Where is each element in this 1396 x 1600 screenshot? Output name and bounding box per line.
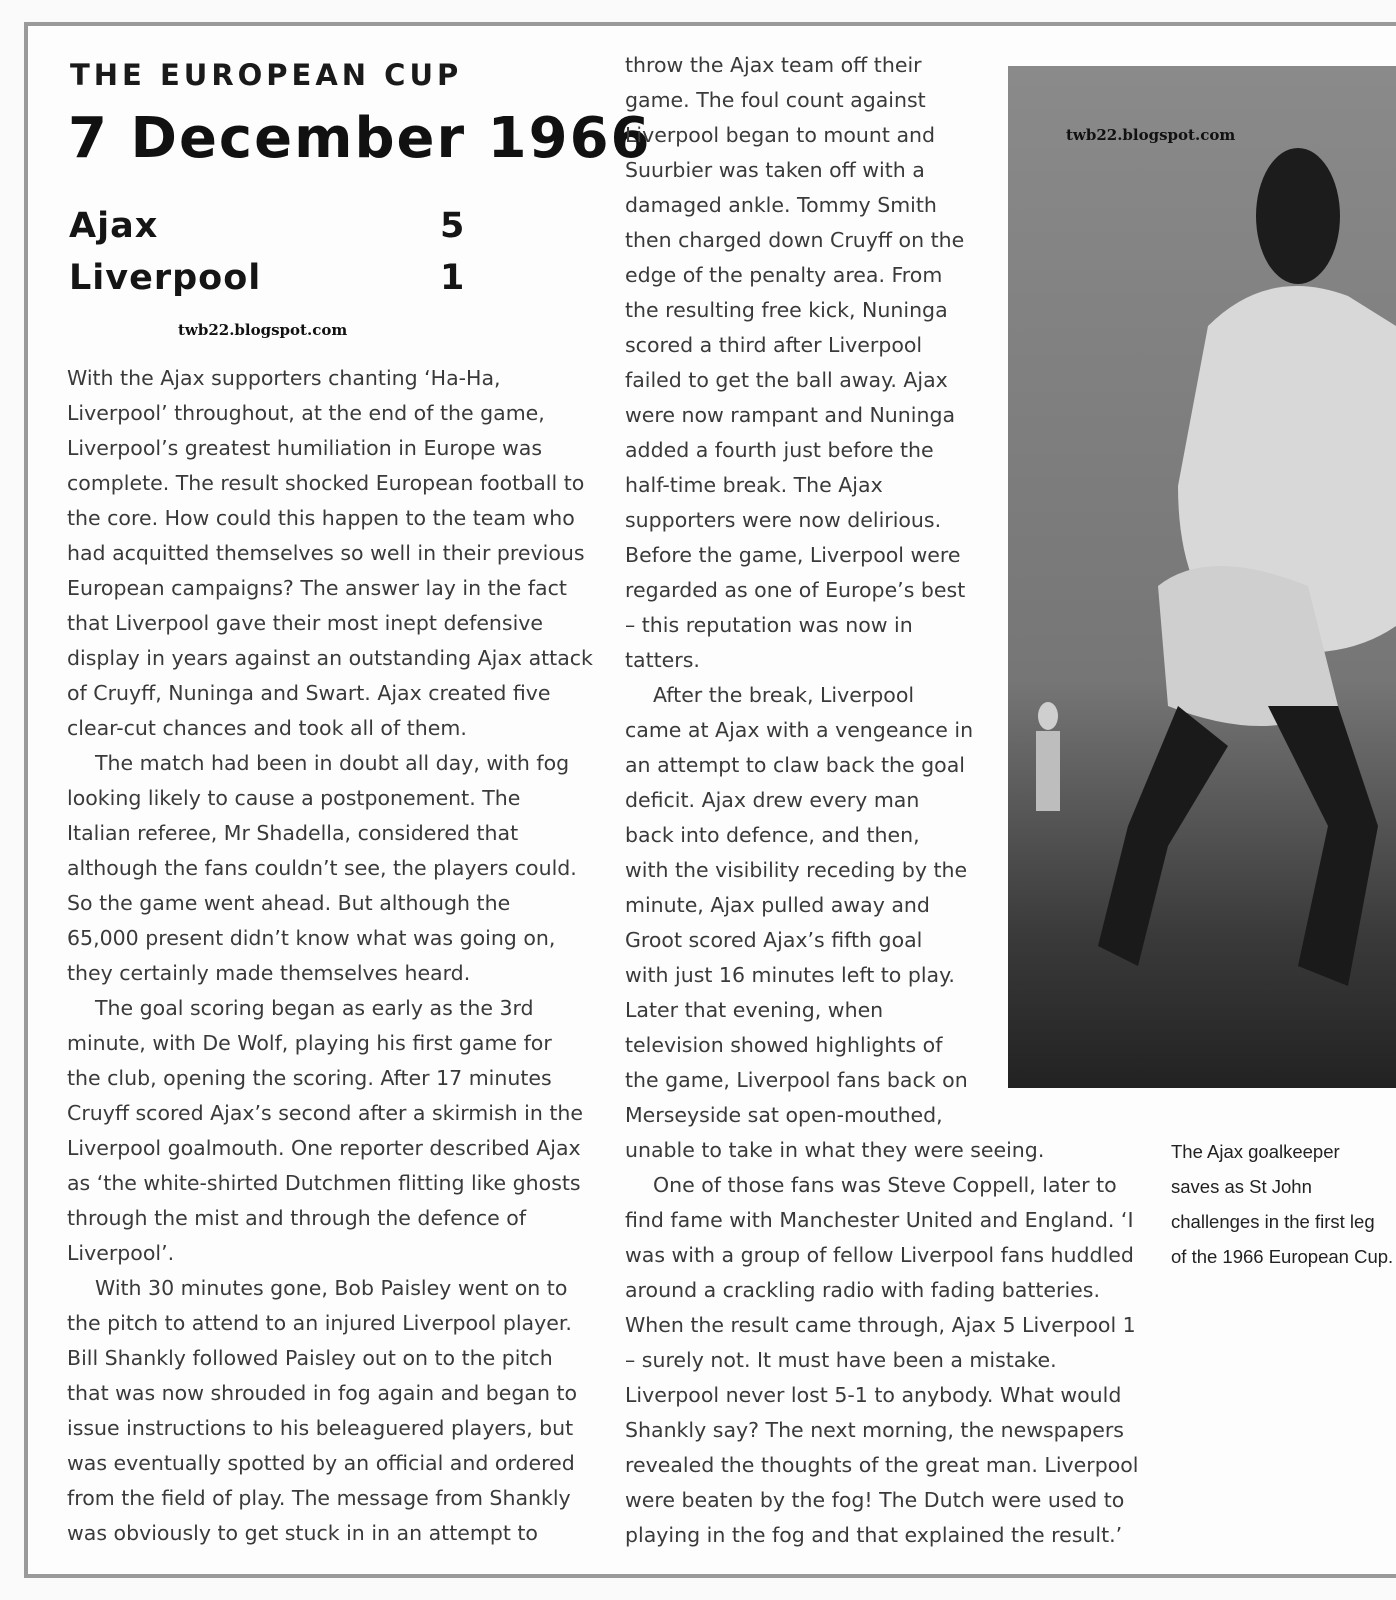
paragraph-line: find fame with Manchester United and England. ‘I	[625, 1208, 1134, 1232]
paragraph-line: clear-cut chances and took all of them.	[67, 716, 467, 740]
paragraph-line: game. The foul count against	[625, 88, 926, 112]
paragraph-line: The match had been in doubt all day, with fog	[95, 751, 570, 775]
paragraph-line: damaged ankle. Tommy Smith	[625, 193, 937, 217]
paragraph-line: with the visibility receding by the	[625, 858, 968, 882]
paragraph-line: Suurbier was taken off with a	[625, 158, 925, 182]
paragraph-line: Liverpool began to mount and	[625, 123, 936, 147]
paragraph-line: Shankly say? The next morning, the newspapers	[625, 1418, 1124, 1442]
paragraph-line: was with a group of fellow Liverpool fans huddled	[625, 1243, 1134, 1267]
home-team-name: Ajax	[69, 206, 159, 246]
paragraph-line: 65,000 present didn’t know what was going on,	[67, 926, 556, 950]
paragraph-line: minute, with De Wolf, playing his first game for	[67, 1031, 552, 1055]
paragraph-line: from the field of play. The message from Shankly	[67, 1486, 571, 1510]
paragraph-line: was obviously to get stuck in in an attempt to	[67, 1521, 538, 1545]
paragraph-line: the resulting free kick, Nuninga	[625, 298, 948, 322]
paragraph-line: Later that evening, when	[625, 998, 884, 1022]
paragraph-line: tatters.	[625, 648, 700, 672]
caption-line: The Ajax goalkeeper	[1171, 1141, 1340, 1162]
paragraph-line: were beaten by the fog! The Dutch were used to	[625, 1488, 1125, 1512]
paragraph-line: Groot scored Ajax’s fifth goal	[625, 928, 923, 952]
paragraph-line: although the fans couldn’t see, the players could.	[67, 856, 577, 880]
paragraph-line: had acquitted themselves so well in their previous	[67, 541, 585, 565]
match-date-title: 7 December 1966	[68, 106, 652, 171]
paragraph-line: Merseyside sat open-mouthed,	[625, 1103, 943, 1127]
paragraph-line: complete. The result shocked European football to	[67, 471, 585, 495]
paragraph-line: display in years against an outstanding Ajax attack	[67, 646, 593, 670]
paragraph-line: that was now shrouded in fog again and began to	[67, 1381, 578, 1405]
paragraph-line: half-time break. The Ajax	[625, 473, 883, 497]
paragraph-line: back into defence, and then,	[625, 823, 920, 847]
caption-line: challenges in the first leg	[1171, 1211, 1375, 1232]
paragraph-line: the core. How could this happen to the team who	[67, 506, 575, 530]
paragraph-line: failed to get the ball away. Ajax	[625, 368, 948, 392]
paragraph-line: After the break, Liverpool	[653, 683, 915, 707]
paragraph-line: edge of the penalty area. From	[625, 263, 943, 287]
paragraph-line: of Cruyff, Nuninga and Swart. Ajax created five	[67, 681, 551, 705]
match-photo	[1008, 66, 1396, 1088]
paragraph-line: So the game went ahead. But although the	[67, 891, 511, 915]
paragraph-line: – surely not. It must have been a mistake.	[625, 1348, 1057, 1372]
away-team-score: 1	[440, 258, 465, 298]
paragraph-line: revealed the thoughts of the great man. Liverpool	[625, 1453, 1139, 1477]
paragraph-line: then charged down Cruyff on the	[625, 228, 965, 252]
paragraph-line: Italian referee, Mr Shadella, considered that	[67, 821, 519, 845]
paragraph-line: was eventually spotted by an official and ordered	[67, 1451, 575, 1475]
caption-line: of the 1966 European Cup.	[1171, 1246, 1394, 1267]
paragraph-line: issue instructions to his beleaguered players, but	[67, 1416, 574, 1440]
section-kicker: THE EUROPEAN CUP	[70, 58, 463, 92]
paragraph-line: Liverpool’.	[67, 1241, 175, 1265]
paragraph-line: the game, Liverpool fans back on	[625, 1068, 968, 1092]
paragraph-line: Cruyff scored Ajax’s second after a skirmish in the	[67, 1101, 583, 1125]
paragraph-line: One of those fans was Steve Coppell, later to	[653, 1173, 1117, 1197]
paragraph-line: added a fourth just before the	[625, 438, 934, 462]
paragraph-line: around a crackling radio with fading batteries.	[625, 1278, 1100, 1302]
paragraph-line: When the result came through, Ajax 5 Liverpool 1	[625, 1313, 1136, 1337]
paragraph-line: an attempt to claw back the goal	[625, 753, 965, 777]
paragraph-line: Liverpool’ throughout, at the end of the game,	[67, 401, 545, 425]
paragraph-line: The goal scoring began as early as the 3rd	[95, 996, 534, 1020]
away-team-name: Liverpool	[69, 258, 262, 298]
paragraph-line: Liverpool never lost 5-1 to anybody. What would	[625, 1383, 1122, 1407]
paragraph-line: that Liverpool gave their most inept defensive	[67, 611, 544, 635]
paragraph-line: the pitch to attend to an injured Liverpool player.	[67, 1311, 572, 1335]
paragraph-line: scored a third after Liverpool	[625, 333, 923, 357]
paragraph-line: with just 16 minutes left to play.	[625, 963, 955, 987]
paragraph-line: as ‘the white-shirted Dutchmen flitting like ghosts	[67, 1171, 581, 1195]
paragraph-line: – this reputation was now in	[625, 613, 913, 637]
paragraph-line: Liverpool’s greatest humiliation in Europe was	[67, 436, 543, 460]
paragraph-line: Bill Shankly followed Paisley out on to the pitch	[67, 1346, 553, 1370]
paragraph-line: Liverpool goalmouth. One reporter described Ajax	[67, 1136, 581, 1160]
paragraph-line: playing in the fog and that explained the result.’	[625, 1523, 1123, 1547]
paragraph-line: With the Ajax supporters chanting ‘Ha-Ha,	[67, 366, 501, 390]
paragraph-line: deficit. Ajax drew every man	[625, 788, 920, 812]
paragraph-line: With 30 minutes gone, Bob Paisley went on to	[95, 1276, 568, 1300]
paragraph-line: through the mist and through the defence of	[67, 1206, 527, 1230]
paragraph-line: unable to take in what they were seeing.	[625, 1138, 1045, 1162]
photo-caption	[1171, 1134, 1393, 1274]
paragraph-line: supporters were now delirious.	[625, 508, 942, 532]
caption-line: saves as St John	[1171, 1176, 1312, 1197]
home-team-score: 5	[440, 206, 465, 246]
paragraph-line: Before the game, Liverpool were	[625, 543, 961, 567]
watermark-text: twb22.blogspot.com	[178, 321, 348, 339]
paragraph-line: European campaigns? The answer lay in the fact	[67, 576, 567, 600]
paragraph-line: came at Ajax with a vengeance in	[625, 718, 974, 742]
paragraph-line: regarded as one of Europe’s best	[625, 578, 966, 602]
paragraph-line: looking likely to cause a postponement. The	[67, 786, 521, 810]
paragraph-line: television showed highlights of	[625, 1033, 943, 1057]
paragraph-line: the club, opening the scoring. After 17 minutes	[67, 1066, 552, 1090]
paragraph-line: minute, Ajax pulled away and	[625, 893, 930, 917]
photo-watermark-text: twb22.blogspot.com	[1066, 126, 1236, 144]
paragraph-line: they certainly made themselves heard.	[67, 961, 471, 985]
article-column-1	[67, 361, 593, 1551]
paragraph-line: throw the Ajax team off their	[625, 53, 922, 77]
paragraph-line: were now rampant and Nuninga	[625, 403, 956, 427]
footballer-photo-image	[1008, 66, 1396, 1088]
